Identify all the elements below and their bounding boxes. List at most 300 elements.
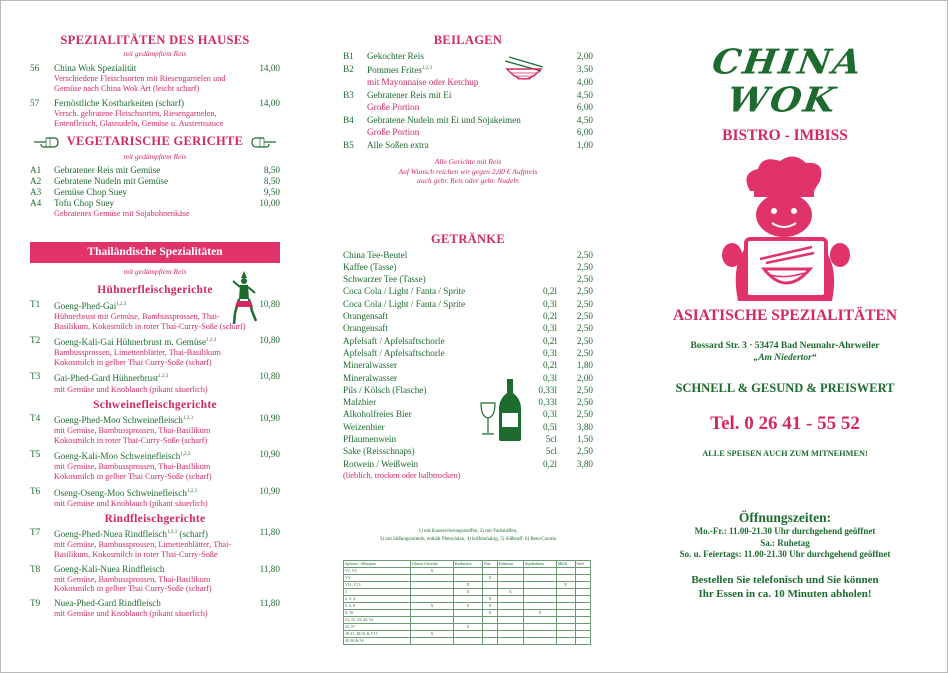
allergen-row-label: V1, V2 <box>344 567 411 574</box>
side-item <box>343 101 593 114</box>
allergen-cell <box>556 567 575 574</box>
allergen-cell: X <box>524 609 557 616</box>
thai-title: Thailändische Spezialitäten <box>30 242 280 263</box>
item-code: T8 <box>30 563 41 574</box>
drink-name: Weizenbier <box>343 421 385 432</box>
drink-volume: 0,33l <box>538 397 557 408</box>
item-additives: 1,2,3 <box>186 488 197 494</box>
allergen-row-label: 2, 3, 4 <box>344 595 411 602</box>
allergen-row-label: 25, 57 <box>344 623 411 630</box>
item-description: mit Gemüse und Knoblauch (pikant säuerlich) <box>54 384 208 394</box>
allergen-table <box>343 560 591 645</box>
menu-item-row <box>30 371 280 384</box>
drink-price: 2,50 <box>576 311 593 322</box>
item-code: T7 <box>30 527 41 538</box>
menu-item <box>30 449 280 481</box>
menu-item-row <box>30 449 280 462</box>
item-code: A4 <box>30 198 42 209</box>
allergen-cell: X <box>556 581 575 588</box>
drink-item <box>343 298 593 310</box>
menu-item-row <box>30 198 280 209</box>
allergen-cell <box>453 616 482 623</box>
item-code: T2 <box>30 335 41 346</box>
menu-item <box>30 598 280 619</box>
item-price: 11,80 <box>259 597 280 608</box>
allergen-cell <box>411 581 454 588</box>
side-name: Gekochter Reis <box>367 51 424 61</box>
item-name: Goeng-Kali-Moo Schweinefleisch$^{1,2,3}$ <box>54 451 191 462</box>
allergen-cell: X <box>497 588 523 595</box>
item-name: Oseng-Oseng-Moo Schweinefleisch$^{1,2,3}$ <box>54 487 197 498</box>
item-price: 8,50 <box>263 176 280 187</box>
drinks-title: GETRÄNKE <box>431 231 505 246</box>
drink-price: 2,50 <box>576 298 593 309</box>
menu-item-row <box>30 564 280 575</box>
drink-item <box>343 310 593 322</box>
allergen-cell <box>524 637 557 644</box>
allergen-cell <box>483 637 497 644</box>
drink-name: Pils / Kölsch (Flasche) <box>343 384 427 395</box>
additives-line: 3) mit Süßungsmitteln, enthält Phenylalan, 4) koffeinhaltig, 5) Süßstoff, 6) Beta-Carotin <box>379 536 557 542</box>
item-name: Gai-Phed-Gard Hühnerbrust$^{1,2,3}$ <box>54 373 169 384</box>
item-code: T1 <box>30 298 41 309</box>
item-price: 8,50 <box>263 165 280 176</box>
drink-name: Alkoholfreies Bier <box>343 409 412 420</box>
allergen-cell <box>483 567 497 574</box>
allergen-row-label: 13, 15, 33, 44, 54 <box>344 616 411 623</box>
specialties-heading: ASIATISCHE SPEZIALITÄTEN <box>672 307 898 324</box>
item-additives: 1,2,3 <box>180 452 191 458</box>
allergen-cell <box>524 581 557 588</box>
drink-name: Coca Cola / Light / Fanta / Sprite <box>343 298 466 309</box>
allergen-cell <box>524 567 557 574</box>
allergen-cell <box>575 588 591 595</box>
allergen-header-cell: Sojabohnen <box>524 560 557 567</box>
allergen-cell <box>524 574 557 581</box>
slogan: SCHNELL & GESUND & PREISWERT <box>675 381 895 395</box>
side-item <box>343 63 593 77</box>
item-description: Versch. gebratene Fleischsorten, Riesengarnelen, Entenfleisch, Glasnudeln, Gemüse u. Austernsauce <box>54 109 224 128</box>
allergen-cell <box>575 609 591 616</box>
item-additives: 1,2,3 <box>182 416 193 422</box>
veg-header <box>30 134 280 152</box>
drink-item <box>343 421 593 433</box>
allergen-cell: X <box>453 581 482 588</box>
side-name: Gebratene Nudeln mit Ei und Sojakeimen <box>367 114 521 125</box>
side-name: Pommes Frites$^{1,2,3}$ <box>367 64 432 75</box>
drink-name: Apfelsaft / Apfelsaftschorle <box>343 347 445 358</box>
side-additives: 1,2,3 <box>421 65 432 71</box>
right-column <box>649 1 921 601</box>
allergen-header-cell: Gluten Getreide <box>411 560 454 567</box>
allergen-cell <box>575 623 591 630</box>
side-name: mit Mayonnaise oder Ketchup <box>367 77 479 88</box>
allergen-cell <box>453 609 482 616</box>
hours-line: Mo.-Fr.: 11.00-21.30 Uhr durchgehend geöffnet <box>694 526 876 536</box>
drink-item <box>343 458 593 470</box>
side-price: 6,00 <box>576 127 593 138</box>
allergen-cell: X <box>411 567 454 574</box>
menu-item-row <box>30 63 280 74</box>
allergen-cell <box>411 623 454 630</box>
order-note <box>649 573 921 601</box>
menu-item-row <box>30 176 280 187</box>
menu-item <box>30 335 280 367</box>
allergen-cell <box>411 616 454 623</box>
allergen-cell <box>524 602 557 609</box>
allergen-cell <box>556 630 575 637</box>
allergen-body <box>344 567 591 644</box>
side-name: Gebratener Reis mit Ei <box>367 89 452 100</box>
allergen-cell <box>575 581 591 588</box>
veg-subtitle: mit gedämpftem Reis <box>123 152 187 162</box>
side-name: Große Portion <box>367 102 420 113</box>
item-description: mit Gemüse, Bambussprossen, Thai-Basilikum Kokosmilch in roter Thai-Curry-Soße (scharf) <box>54 426 211 445</box>
item-price: 10,00 <box>259 198 280 209</box>
drink-item <box>343 285 593 297</box>
item-description: Verschiedene Fleischsorten mit Riesengarnelen und Gemüse nach China Wok Art (leicht scharf) <box>54 74 226 93</box>
side-item <box>343 50 593 63</box>
thai-dancer-icon <box>230 269 258 327</box>
menu-item <box>30 564 280 594</box>
menu-item <box>30 176 280 187</box>
item-price: 9,50 <box>263 187 280 198</box>
allergen-header-cell: Milch <box>556 560 575 567</box>
drink-name: Rotwein / Weißwein <box>343 458 419 469</box>
drink-price: 2,50 <box>576 274 593 285</box>
allergen-cell <box>556 574 575 581</box>
menu-item <box>30 198 280 219</box>
allergen-cell <box>524 623 557 630</box>
order-line: Ihr Essen in ca. 10 Minuten abholen! <box>698 587 872 600</box>
allergen-cell <box>497 616 523 623</box>
menu-item <box>30 413 280 445</box>
drink-item <box>343 273 593 285</box>
side-name: Alle Soßen extra <box>367 139 429 150</box>
pork-title: Schweinefleischgerichte <box>93 399 217 412</box>
house-subtitle: mit gedämpftem Reis <box>123 49 187 58</box>
item-description: Gebratenes Gemüse mit Sojabohnenkäse <box>54 209 190 219</box>
menu-item-row <box>30 98 280 109</box>
allergen-cell: X <box>483 574 497 581</box>
drink-volume: 0,2l <box>542 458 557 469</box>
allergen-cell: X <box>483 602 497 609</box>
drink-price: 2,50 <box>576 249 593 260</box>
drink-volume: 0,2l <box>542 360 557 371</box>
item-name: Nuea-Phed-Gard Rindfleisch <box>54 597 161 608</box>
drink-item <box>343 335 593 347</box>
menu-item-row <box>30 486 280 499</box>
allergen-cell <box>524 616 557 623</box>
side-code: B2 <box>343 63 354 74</box>
side-item <box>343 126 593 139</box>
allergen-cell <box>556 637 575 644</box>
drink-item <box>343 384 593 396</box>
menu-item-row <box>30 527 280 540</box>
allergen-row <box>344 637 591 644</box>
drink-volume: 0,2l <box>542 311 557 322</box>
menu-item <box>30 187 280 198</box>
item-additives: 1,2,3 <box>116 301 127 307</box>
drink-volume <box>521 273 557 285</box>
thai-subtitle: mit gedämpftem Reis <box>123 266 187 276</box>
drink-volume: 0,3l <box>542 298 557 309</box>
item-code: 57 <box>30 98 40 109</box>
allergen-row <box>344 588 591 595</box>
drink-name: Pflaumenwein <box>343 434 397 445</box>
item-price: 10,80 <box>259 335 280 346</box>
menu-item-row <box>30 187 280 198</box>
side-item <box>343 89 593 102</box>
hours-line: So. u. Feiertags: 11.00-21.30 Uhr durchgehend geöffnet <box>679 549 891 559</box>
item-code: T3 <box>30 371 41 382</box>
side-code: B1 <box>343 51 354 61</box>
sides-list <box>343 50 593 151</box>
drink-price: 2,50 <box>576 323 593 334</box>
item-extra: (scharf) <box>177 529 208 540</box>
item-description: Hühnerbrust mit Gemüse, Bambussprossen, Thai-Basilikum, Kokosmilch in roter Thai-Curry-Soße (scharf) <box>54 312 246 331</box>
drink-item <box>343 347 593 359</box>
item-price: 10,90 <box>259 485 280 496</box>
drink-item <box>343 372 593 384</box>
item-description: mit Gemüse, Bambussprossen, Thai-Basilikum Kokosmilch in gelber Thai Curry-Soße (scharf) <box>54 574 212 594</box>
allergen-cell: X <box>453 588 482 595</box>
middle-column <box>343 1 593 645</box>
drink-volume: 5cl <box>545 446 557 457</box>
allergen-cell <box>483 588 497 595</box>
drink-item <box>343 433 593 445</box>
allergen-row-label: V3 <box>344 574 411 581</box>
allergen-cell <box>575 595 591 602</box>
drink-price: 2,50 <box>576 347 593 358</box>
drink-volume <box>521 249 557 261</box>
allergen-cell <box>556 595 575 602</box>
allergen-cell <box>483 623 497 630</box>
allergen-cell <box>453 567 482 574</box>
allergen-cell <box>483 630 497 637</box>
allergen-cell <box>411 588 454 595</box>
allergen-cell <box>483 616 497 623</box>
veg-title: VEGETARISCHE GERICHTE <box>66 134 244 149</box>
allergen-row-label: 1 <box>344 588 411 595</box>
drink-name: Mineralwasser <box>343 360 398 371</box>
side-code <box>343 76 367 89</box>
allergen-row <box>344 609 591 616</box>
item-price: 10,90 <box>259 449 280 460</box>
item-name: Fernöstliche Kostbarkeiten (scharf) <box>54 98 185 109</box>
menu-item <box>30 63 280 93</box>
allergen-cell: X <box>411 630 454 637</box>
side-price: 2,00 <box>576 51 593 61</box>
drink-name: Coca Cola / Light / Fanta / Sprite <box>343 286 466 297</box>
drink-item <box>343 359 593 371</box>
hours-title: Öffnungszeiten: <box>738 510 832 525</box>
item-code: T6 <box>30 485 41 496</box>
menu-item <box>30 371 280 394</box>
allergen-row <box>344 623 591 630</box>
allergen-cell <box>556 609 575 616</box>
item-description: Bambussprossen, Limettenblätter, Thai-Basilikum Kokosmilch in gelber Thai Curry-Soße (scharf) <box>54 348 221 367</box>
allergen-header-cell: Speisen / Allergene <box>344 560 411 567</box>
allergen-cell <box>524 595 557 602</box>
allergen-cell <box>575 637 591 644</box>
sides-title: BEILAGEN <box>433 33 503 47</box>
item-code: A2 <box>30 176 42 187</box>
allergen-header-cell: Erdnüsse <box>497 560 523 567</box>
side-name: Große Portion <box>367 127 420 138</box>
allergen-cell: X <box>453 623 482 630</box>
menu-item <box>30 98 280 128</box>
allergen-cell <box>497 609 523 616</box>
side-code: B4 <box>343 114 354 125</box>
additives-line: 1) mit Konservierungsstoffen, 2) mit Farbstoffen, <box>418 528 518 534</box>
item-name: China Wok Spezialität <box>54 63 137 73</box>
side-price: 1,00 <box>576 139 593 150</box>
item-additives: 1,2,3 <box>167 530 178 536</box>
drinks-list <box>343 249 593 470</box>
menu-item-row <box>30 413 280 426</box>
side-code: B3 <box>343 89 354 100</box>
drink-price: 2,50 <box>576 409 593 420</box>
drink-volume: 0,3l <box>542 347 557 358</box>
drink-name: Malzbier <box>343 397 377 408</box>
item-name: Goeng-Phed-Gai$^{1,2,3}$ <box>54 301 127 312</box>
drink-item <box>343 249 593 261</box>
allergen-cell <box>497 630 523 637</box>
item-code: T4 <box>30 413 41 424</box>
allergen-cell: X <box>411 602 454 609</box>
allergen-cell <box>497 637 523 644</box>
allergen-cell <box>483 581 497 588</box>
allergen-row <box>344 595 591 602</box>
item-description: mit Gemüse und Knoblauch (pikant säuerlich) <box>54 608 208 618</box>
drink-volume: 0,2l <box>542 286 557 297</box>
allergen-cell <box>524 588 557 595</box>
chicken-title: Hühnerfleischgerichte <box>97 283 213 296</box>
takeaway-note: ALLE SPEISEN AUCH ZUM MITNEHMEN! <box>702 449 868 458</box>
side-price: 3,50 <box>576 63 593 74</box>
house-title: SPEZIALITÄTEN DES HAUSES <box>60 33 250 47</box>
drink-price: 2,50 <box>576 286 593 297</box>
chef-illustration-icon <box>710 151 860 301</box>
drink-item <box>343 408 593 420</box>
pork-list <box>30 413 280 508</box>
allergen-row-label: 18-21, 28-31 & V15 <box>344 630 411 637</box>
allergen-cell <box>411 574 454 581</box>
drink-price: 3,80 <box>576 421 593 432</box>
allergen-header <box>344 560 591 567</box>
left-column <box>30 1 280 622</box>
drink-price: 2,50 <box>576 384 593 395</box>
drink-item <box>343 322 593 334</box>
wine-bottle-icon <box>477 377 527 443</box>
allergen-row-label: 45-50 & 56 <box>344 637 411 644</box>
allergen-cell <box>453 574 482 581</box>
side-price: 4,50 <box>576 114 593 125</box>
drinks-note: (lieblich, trocken oder halbtrocken) <box>343 470 461 480</box>
phone-number[interactable]: Tel. 0 26 41 - 55 52 <box>710 413 860 434</box>
allergen-header-cell: Krebstiere <box>453 560 482 567</box>
item-name: Tofu Chop Suey <box>54 198 115 209</box>
allergen-cell <box>411 637 454 644</box>
side-code: B5 <box>343 139 354 150</box>
allergen-cell <box>453 595 482 602</box>
address-line: Bossard Str. 3 · 53474 Bad Neunahr-Ahrweiler <box>690 341 880 351</box>
item-additives: 1,2,3 <box>158 374 169 380</box>
allergen-cell <box>497 581 523 588</box>
drink-name: Apfelsaft / Apfelsaftschorle <box>343 335 445 346</box>
allergen-row <box>344 574 591 581</box>
allergen-row-label: 8, 10 <box>344 609 411 616</box>
item-price: 14,00 <box>259 98 280 109</box>
item-code: T9 <box>30 597 41 608</box>
house-list <box>30 63 280 128</box>
item-code: T5 <box>30 449 41 460</box>
allergen-cell <box>575 602 591 609</box>
drink-item <box>343 261 593 273</box>
item-name: Gebratener Reis mit Gemüse <box>54 165 161 176</box>
allergen-cell <box>453 630 482 637</box>
drink-volume: 0,5l <box>542 421 557 432</box>
veg-list <box>30 165 280 219</box>
menu-item-row <box>30 335 280 348</box>
side-item <box>343 114 593 127</box>
drink-volume: 0,3l <box>542 372 557 383</box>
allergen-row-label: V11, V13 <box>344 581 411 588</box>
item-description: mit Gemüse, Bambussprossen, Limettenblätter, Thai-Basilikum, Kokosmilch in roter Thai-Curry-Soße <box>54 540 232 559</box>
drink-name: Mineralwasser <box>343 372 398 383</box>
bistro-subtitle: BISTRO - IMBISS <box>722 127 848 144</box>
allergen-row <box>344 581 591 588</box>
allergen-cell <box>575 616 591 623</box>
drink-volume: 5cl <box>545 434 557 445</box>
side-item <box>343 76 593 89</box>
item-price: 10,80 <box>259 298 280 309</box>
allergen-cell <box>497 623 523 630</box>
drink-name: Orangensaft <box>343 311 388 322</box>
side-price: 4,00 <box>576 77 593 88</box>
side-item <box>343 139 593 152</box>
allergen-cell <box>411 595 454 602</box>
item-name: Goeng-Phed-Moo Schweinefleisch$^{1,2,3}$ <box>54 415 193 426</box>
item-description: mit Gemüse, Bambussprossen, Thai-Basilikum Kokosmilch in gelber Thai Curry-Soße (scharf) <box>54 462 212 482</box>
additives-note <box>343 528 593 544</box>
beef-list <box>30 527 280 618</box>
drink-price: 2,50 <box>576 335 593 346</box>
allergen-row <box>344 616 591 623</box>
drink-name: China Tee-Beutel <box>343 249 408 260</box>
allergen-cell <box>524 630 557 637</box>
item-price: 14,00 <box>259 63 280 73</box>
allergen-row <box>344 630 591 637</box>
hours-line: Sa.: Ruhetag <box>760 537 810 548</box>
drink-price: 2,50 <box>576 397 593 408</box>
drink-item <box>343 396 593 408</box>
allergen-cell <box>497 574 523 581</box>
allergen-cell <box>497 602 523 609</box>
allergen-cell <box>575 630 591 637</box>
drink-name: Orangensaft <box>343 323 388 334</box>
sides-note-line: Alle Gerichte mit Reis <box>434 157 502 167</box>
menu-item-row <box>30 165 280 176</box>
menu-item <box>30 527 280 559</box>
allergen-cell <box>556 588 575 595</box>
order-line: Bestellen Sie telefonisch und Sie können <box>691 573 879 586</box>
item-additives: 1,2,3 <box>206 338 217 344</box>
allergen-cell <box>556 602 575 609</box>
item-name: Goeng-Kali-Nuea Rindfleisch <box>54 563 165 574</box>
item-price: 10,90 <box>259 413 280 424</box>
